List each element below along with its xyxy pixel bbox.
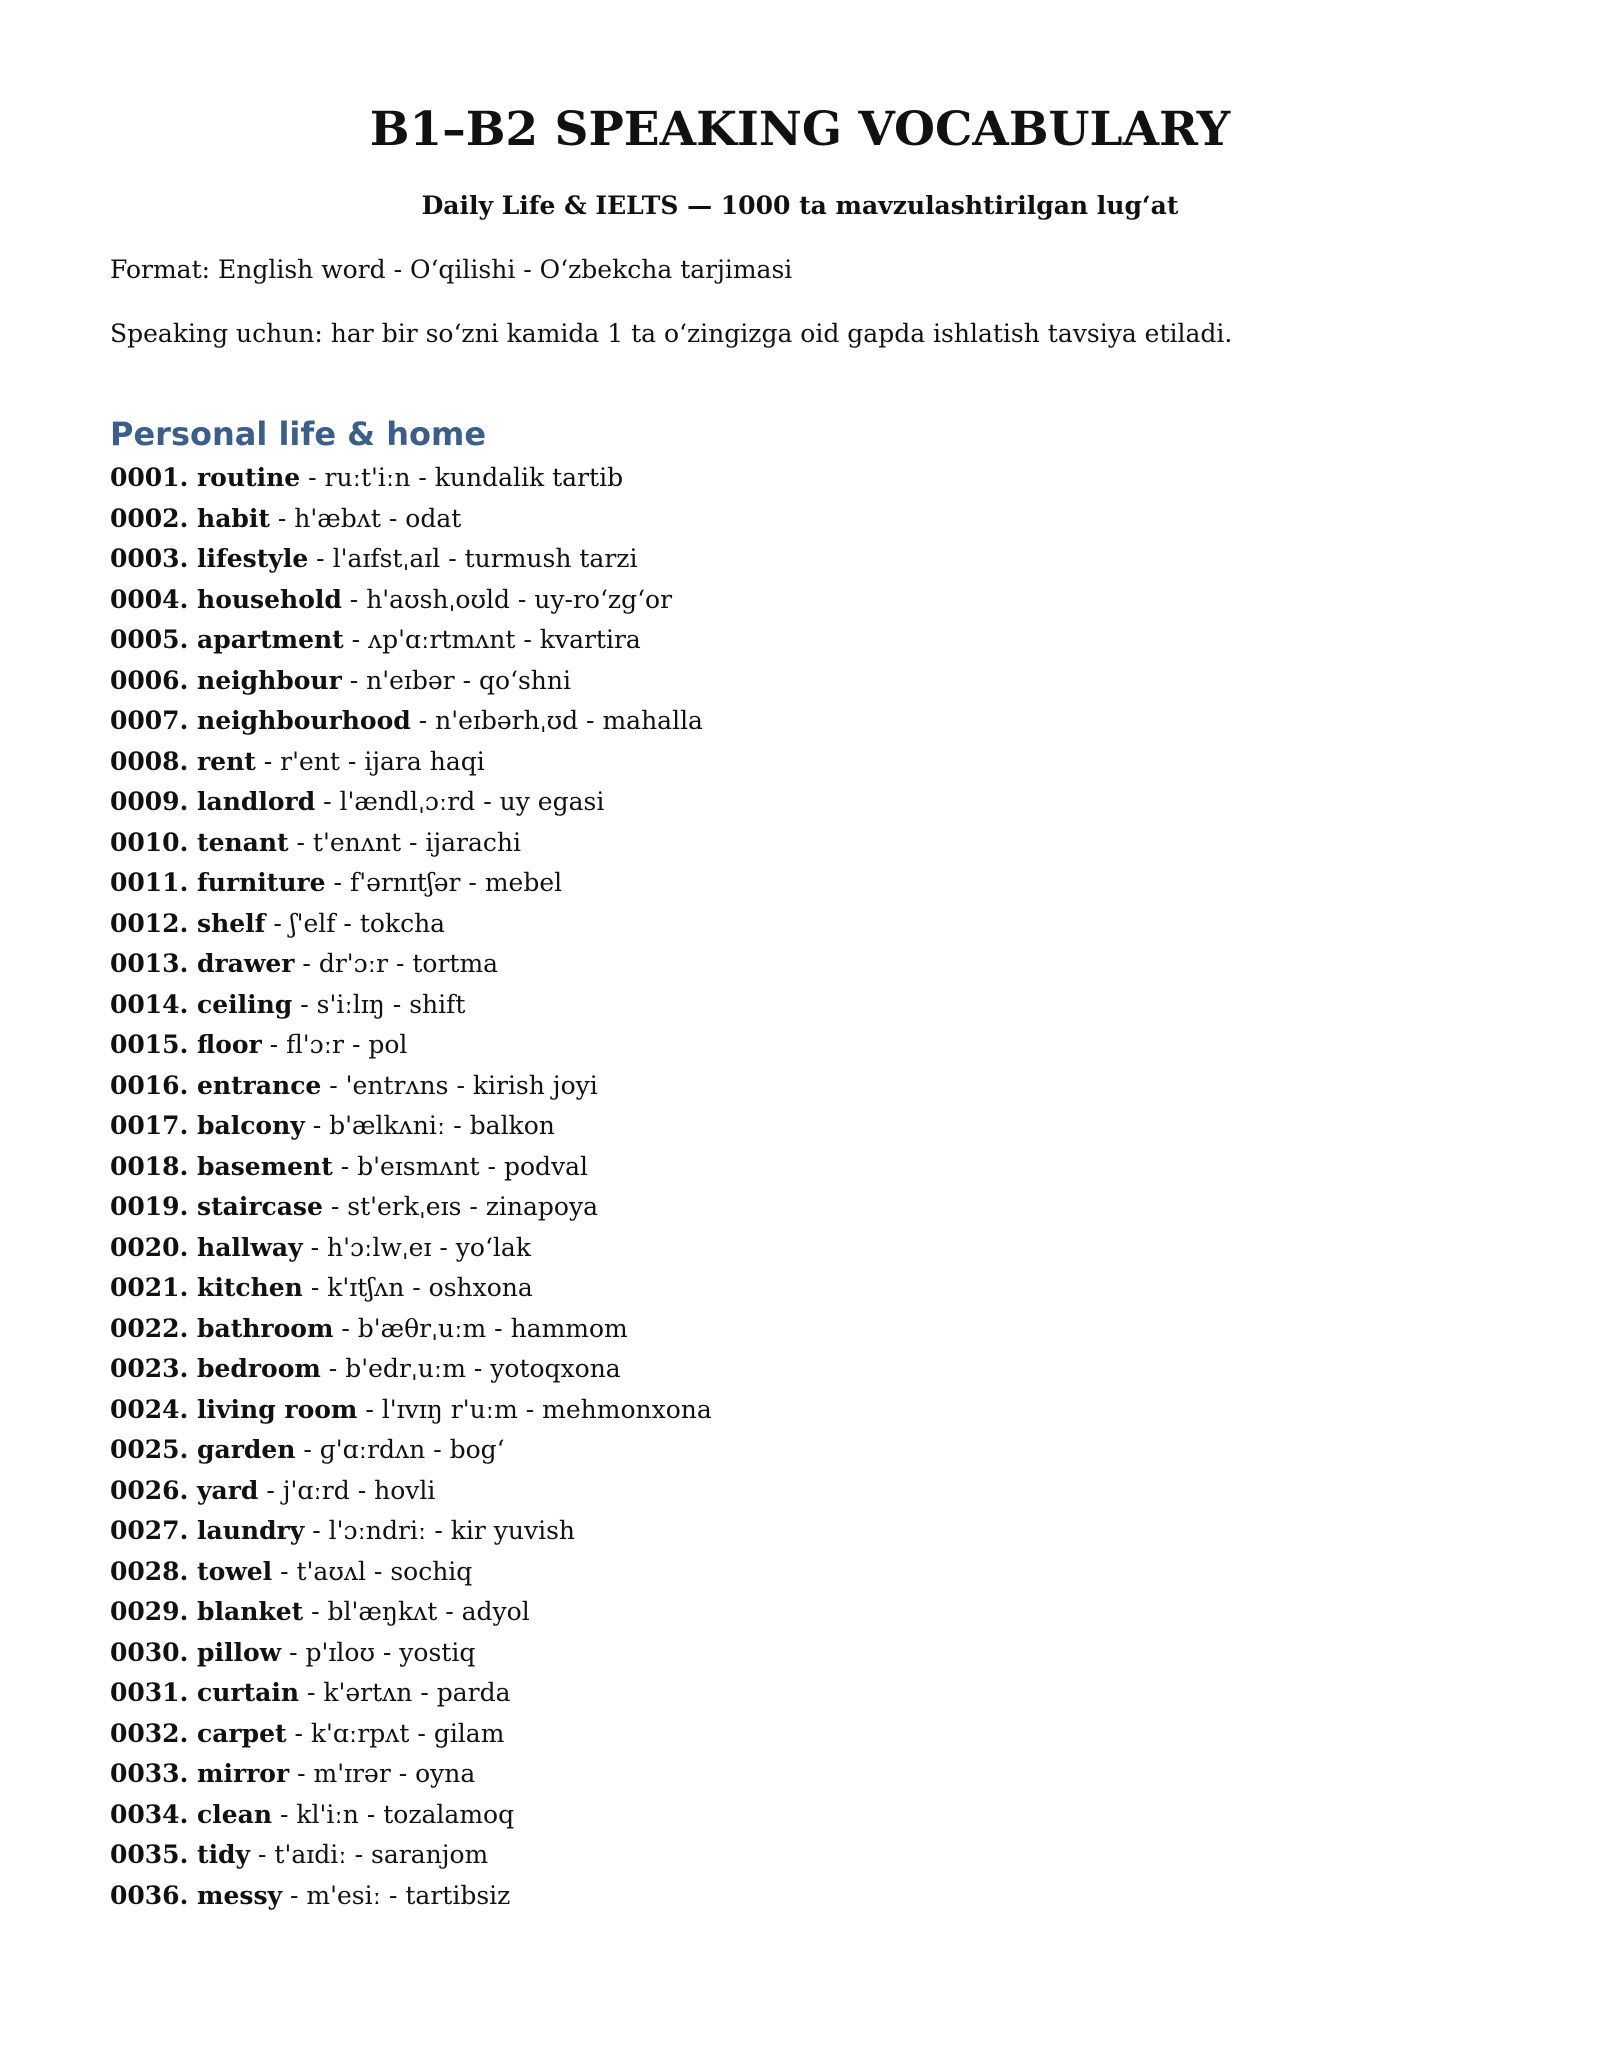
vocab-entry-word: staircase [197, 1192, 323, 1221]
vocab-entry-translation: yotoqxona [490, 1354, 621, 1383]
vocab-entry-headword [110, 1678, 299, 1707]
vocab-entry-headword [110, 1354, 321, 1383]
vocab-entry-word: balcony [197, 1111, 305, 1140]
vocab-entry-headword [110, 666, 342, 695]
vocab-entry: 0027. laundry - l'ɔːndriː - kir yuvish [110, 1516, 576, 1545]
vocab-entry: 0010. tenant - t'enʌnt - ijarachi [110, 827, 521, 857]
vocab-entry-headword [110, 1516, 304, 1545]
vocab-entry: 0001. routine - ruːt'iːn - kundalik tartib [110, 463, 624, 492]
vocab-entry-pronunciation: f'ərnɪtʃər [349, 868, 461, 897]
document-subtitle: Daily Life & IELTS — 1000 ta mavzulashtirilgan lug‘at [421, 191, 1179, 220]
vocab-entry-translation: ijara haqi [364, 746, 485, 776]
vocab-entry-translation: oshxona [428, 1273, 533, 1302]
vocab-entry-pronunciation: l'aɪfstˌaɪl [332, 544, 441, 573]
vocab-entry-pronunciation: ʃ'elf [289, 908, 336, 938]
section-heading: Personal life & home [110, 415, 487, 453]
vocab-entry: 0013. drawer - dr'ɔːr - tortma [110, 949, 499, 978]
vocab-entry-word: neighbourhood [197, 706, 411, 735]
vocab-entry-translation: odat [405, 503, 462, 533]
vocab-entry-headword [110, 1152, 333, 1181]
vocab-entry-word: ceiling [197, 989, 293, 1019]
vocab-entry-word: curtain [197, 1678, 300, 1707]
vocab-entry: 0032. carpet - k'ɑːrpʌt - gilam [110, 1718, 505, 1748]
vocab-entry: 0035. tidy - t'aɪdiː - saranjom [110, 1840, 489, 1869]
vocab-entry-pronunciation: kl'iːn [296, 1799, 359, 1829]
vocab-entry-headword [110, 706, 411, 735]
vocab-entry: 0036. messy - m'esiː - tartibsiz [110, 1880, 511, 1910]
vocab-entry-number: 0036. [110, 1880, 189, 1910]
vocab-entry-pronunciation: p'ɪloʊ [305, 1637, 375, 1667]
vocab-entry-word: basement [197, 1151, 333, 1181]
vocab-entry-headword [110, 1314, 333, 1343]
vocab-entry-word: rent [197, 746, 256, 776]
vocab-entry-pronunciation: fl'ɔːr [286, 1030, 344, 1059]
vocab-entry-word: routine [197, 463, 301, 492]
vocab-entry-headword [110, 787, 315, 816]
vocab-entry-word: messy [197, 1880, 283, 1910]
vocab-entry-translation: mahalla [602, 706, 703, 735]
vocab-entry-word: clean [197, 1799, 273, 1829]
vocab-entry: 0034. clean - kl'iːn - tozalamoq [110, 1799, 515, 1829]
vocab-entry: 0026. yard - j'ɑːrd - hovli [110, 1475, 436, 1505]
vocab-entry-number: 0008. [110, 746, 189, 776]
vocab-entry-number: 0014. [110, 989, 189, 1019]
vocab-entry-translation: shift [409, 989, 466, 1019]
vocab-entry-translation: saranjom [371, 1840, 489, 1869]
vocab-entry: 0005. apartment - ʌp'ɑːrtmʌnt - kvartira [110, 625, 641, 654]
vocab-entry: 0012. shelf - ʃ'elf - tokcha [110, 908, 446, 938]
vocab-entry-headword [110, 1597, 303, 1626]
vocab-entry-number: 0013. [110, 949, 189, 978]
vocab-entry-word: carpet [197, 1718, 287, 1748]
vocab-entry-headword [110, 463, 300, 492]
vocab-entry-translation: kvartira [539, 625, 641, 654]
vocab-entry-pronunciation: dr'ɔːr [318, 949, 389, 978]
vocab-entry-word: bathroom [197, 1313, 334, 1343]
vocab-entry-headword [110, 504, 270, 533]
vocab-entry-pronunciation: k'ɪtʃʌn [327, 1273, 405, 1302]
vocab-entry-translation: gilam [433, 1718, 505, 1748]
vocab-entry-headword [110, 1759, 289, 1788]
vocab-entry-translation: hammom [510, 1313, 628, 1343]
vocab-entry-translation: tozalamoq [383, 1799, 515, 1829]
vocab-entry-word: hallway [197, 1232, 303, 1262]
vocab-entry-headword [110, 990, 292, 1019]
vocab-entry-number: 0011. [110, 868, 189, 897]
vocab-entry-translation: tokcha [359, 908, 446, 938]
vocab-entry-number: 0024. [110, 1394, 189, 1424]
vocab-entry-number: 0010. [110, 827, 189, 857]
vocab-entry-word: blanket [197, 1597, 304, 1626]
vocab-entry-pronunciation: b'ælkʌniː [329, 1111, 446, 1140]
vocab-entry-headword [110, 868, 326, 897]
vocab-entry-number: 0016. [110, 1070, 189, 1100]
vocab-entry-number: 0033. [110, 1759, 189, 1788]
vocab-entry-headword [110, 1476, 258, 1505]
vocab-entry-word: drawer [197, 949, 295, 978]
vocab-entry-word: laundry [197, 1516, 305, 1545]
vocab-entry-headword [110, 1273, 303, 1302]
vocab-entry-translation: hovli [374, 1475, 436, 1505]
vocab-entry-headword [110, 1557, 272, 1586]
vocab-entry-pronunciation: t'aɪdiː [274, 1840, 347, 1869]
vocab-entry-headword [110, 1435, 295, 1464]
vocab-entry-headword [110, 625, 344, 654]
vocab-entry-word: furniture [197, 868, 326, 897]
vocab-entry: 0022. bathroom - b'æθrˌuːm - hammom [110, 1313, 628, 1343]
vocab-entry-pronunciation: h'aʊshˌoʊld [366, 584, 510, 614]
vocab-entry-number: 0034. [110, 1799, 189, 1829]
vocab-entry-word: living room [197, 1394, 358, 1424]
vocab-entry-number: 0003. [110, 544, 189, 573]
format-line: Format: English word - O‘qilishi - O‘zbekcha tarjimasi [110, 255, 793, 284]
document-title: B1–B2 SPEAKING VOCABULARY [369, 102, 1231, 157]
vocab-entry-pronunciation: j'ɑːrd [282, 1475, 350, 1505]
vocab-entry-word: garden [197, 1435, 296, 1464]
vocab-entry-number: 0012. [110, 908, 189, 938]
vocab-entry-headword [110, 1192, 323, 1221]
vocab-entry: 0020. hallway - h'ɔːlwˌeɪ - yo‘lak [110, 1232, 531, 1262]
vocab-entry-headword [110, 544, 308, 573]
vocab-entry-number: 0026. [110, 1475, 189, 1505]
vocab-entry-number: 0005. [110, 625, 189, 654]
vocab-entry-headword [110, 1638, 281, 1667]
vocab-entry-translation: zinapoya [485, 1192, 599, 1221]
vocab-entry-pronunciation: h'æbʌt [294, 503, 381, 533]
vocab-entry: 0015. floor - fl'ɔːr - pol [110, 1030, 408, 1059]
vocab-entry-number: 0021. [110, 1273, 189, 1302]
vocab-entry-number: 0030. [110, 1637, 189, 1667]
vocab-entry: 0031. curtain - k'ərtʌn - parda [110, 1678, 511, 1707]
vocab-entry-word: habit [197, 503, 270, 533]
vocab-entry-translation: mebel [484, 868, 563, 897]
vocab-entry-pronunciation: b'eɪsmʌnt [357, 1151, 480, 1181]
vocab-entry: 0014. ceiling - s'iːlɪŋ - shift [110, 989, 466, 1019]
vocab-entry: 0019. staircase - st'erkˌeɪs - zinapoya [110, 1192, 599, 1221]
vocab-entry: 0033. mirror - m'ɪrər - oyna [110, 1759, 476, 1788]
vocab-entry-pronunciation: n'eɪbər [366, 665, 455, 695]
vocab-entry-headword [110, 1071, 321, 1100]
vocab-entry-pronunciation: l'ændlˌɔːrd [339, 787, 476, 816]
vocab-entry-headword [110, 1111, 305, 1140]
vocab-entry: 0028. towel - t'aʊʌl - sochiq [110, 1556, 473, 1586]
vocab-entry-number: 0004. [110, 584, 189, 614]
vocab-entry: 0030. pillow - p'ɪloʊ - yostiq [110, 1637, 476, 1667]
vocab-entry-number: 0018. [110, 1151, 189, 1181]
vocab-entry: 0024. living room - l'ɪvɪŋ r'uːm - mehmonxona [110, 1394, 712, 1424]
vocab-entry-number: 0015. [110, 1030, 189, 1059]
vocab-entry-number: 0035. [110, 1840, 189, 1869]
vocab-entry-translation: adyol [461, 1597, 530, 1626]
vocab-entry-word: shelf [197, 908, 266, 938]
vocab-entry-headword [110, 1800, 272, 1829]
vocab-entry-pronunciation: 'entrʌns [345, 1070, 449, 1100]
vocab-entry-translation: turmush tarzi [464, 544, 638, 573]
vocab-entry-number: 0028. [110, 1556, 189, 1586]
vocab-entry-pronunciation: m'esiː [306, 1880, 382, 1910]
vocab-entry-word: apartment [197, 625, 344, 654]
vocab-entry: 0018. basement - b'eɪsmʌnt - podval [110, 1151, 589, 1181]
vocab-entry-number: 0019. [110, 1192, 189, 1221]
vocab-entry-number: 0002. [110, 503, 189, 533]
vocab-entry-pronunciation: m'ɪrər [313, 1759, 391, 1788]
vocab-entry-number: 0022. [110, 1313, 189, 1343]
vocab-entry-number: 0032. [110, 1718, 189, 1748]
vocab-entry-word: household [197, 584, 342, 614]
vocab-entry-headword [110, 1395, 357, 1424]
vocab-entry-word: yard [197, 1475, 259, 1505]
vocab-entry-word: tidy [197, 1840, 251, 1869]
vocab-entry-number: 0007. [110, 706, 189, 735]
vocab-entry-translation: sochiq [390, 1556, 473, 1586]
vocab-entry-headword [110, 585, 342, 614]
vocab-entry: 0002. habit - h'æbʌt - odat [110, 503, 462, 533]
vocab-entry-pronunciation: t'aʊʌl [296, 1556, 366, 1586]
vocab-entry-translation: yostiq [399, 1637, 476, 1667]
vocab-entry: 0007. neighbourhood - n'eɪbərhˌʊd - mahalla [110, 706, 703, 735]
vocab-entry: 0004. household - h'aʊshˌoʊld - uy-ro‘zg‘or [110, 584, 673, 614]
vocab-entry-translation: uy-ro‘zg‘or [534, 584, 673, 614]
vocab-entry-number: 0029. [110, 1597, 189, 1626]
vocab-entry-translation: podval [503, 1151, 589, 1181]
vocab-entry-pronunciation: st'erkˌeɪs [347, 1192, 462, 1221]
vocab-entry-number: 0027. [110, 1516, 189, 1545]
vocab-entry-pronunciation: n'eɪbərhˌʊd [435, 706, 579, 735]
vocab-entry-pronunciation: bl'æŋkʌt [327, 1597, 438, 1626]
vocab-entry: 0009. landlord - l'ændlˌɔːrd - uy egasi [110, 787, 605, 816]
vocab-entry-pronunciation: k'ɑːrpʌt [310, 1718, 410, 1748]
vocab-entry: 0008. rent - r'ent - ijara haqi [110, 746, 485, 776]
vocab-entry-word: kitchen [197, 1273, 303, 1302]
vocab-entry-pronunciation: l'ɪvɪŋ r'uːm [381, 1394, 518, 1424]
vocab-entry-translation: pol [368, 1030, 408, 1059]
speaking-tip-line: Speaking uchun: har bir so‘zni kamida 1 ta o‘zingizga oid gapda ishlatish tavsiya etiladi. [110, 319, 1233, 348]
vocab-entry-translation: bog‘ [449, 1435, 505, 1464]
vocab-entry-pronunciation: k'ərtʌn [323, 1678, 413, 1707]
vocab-entry: 0023. bedroom - b'edrˌuːm - yotoqxona [110, 1354, 621, 1383]
vocab-entry-headword [110, 1719, 287, 1748]
vocab-entry-headword [110, 909, 265, 938]
vocab-entry-headword [110, 747, 256, 776]
vocab-entry-headword [110, 1030, 262, 1059]
vocab-entry-number: 0020. [110, 1232, 189, 1262]
vocab-entry-translation: balkon [469, 1111, 555, 1140]
vocab-list [110, 458, 1490, 1916]
vocab-entry-translation: ijarachi [425, 827, 521, 857]
vocab-entry: 0011. furniture - f'ərnɪtʃər - mebel [110, 868, 563, 897]
vocab-entry-translation: tortma [412, 949, 499, 978]
vocab-entry-pronunciation: ruːt'iːn [324, 463, 411, 492]
vocab-entry-number: 0006. [110, 665, 189, 695]
vocab-entry-number: 0001. [110, 463, 189, 492]
vocab-entry-translation: uy egasi [499, 787, 605, 816]
vocab-entry-word: floor [197, 1030, 262, 1059]
vocab-entry-translation: mehmonxona [542, 1394, 712, 1424]
vocab-entry-word: towel [197, 1556, 273, 1586]
vocab-entry-number: 0017. [110, 1111, 189, 1140]
vocab-entry-pronunciation: h'ɔːlwˌeɪ [326, 1232, 432, 1262]
vocab-entry-headword [110, 949, 294, 978]
vocab-entry-pronunciation: b'æθrˌuːm [357, 1313, 487, 1343]
vocab-entry-headword [110, 1840, 250, 1869]
vocab-entry-word: entrance [197, 1070, 322, 1100]
vocab-entry-headword [110, 1233, 303, 1262]
vocab-entry-word: landlord [197, 787, 316, 816]
vocab-entry-headword [110, 828, 289, 857]
vocab-entry-word: tenant [197, 827, 289, 857]
vocab-entry-translation: kir yuvish [450, 1516, 576, 1545]
vocab-entry-word: mirror [197, 1759, 290, 1788]
vocab-entry-pronunciation: t'enʌnt [312, 827, 402, 857]
vocab-entry-pronunciation: ʌp'ɑːrtmʌnt [368, 625, 516, 654]
vocab-entry-number: 0023. [110, 1354, 189, 1383]
vocab-entry-translation: yo‘lak [455, 1232, 531, 1262]
vocab-entry-translation: kundalik tartib [434, 463, 624, 492]
vocab-entry-word: neighbour [197, 665, 342, 695]
vocab-entry-translation: parda [436, 1678, 511, 1707]
vocab-entry: 0006. neighbour - n'eɪbər - qo‘shni [110, 665, 571, 695]
vocab-entry-word: pillow [197, 1637, 282, 1667]
vocab-entry: 0025. garden - ɡ'ɑːrdʌn - bog‘ [110, 1435, 505, 1464]
vocab-entry-translation: qo‘shni [478, 665, 571, 695]
vocab-entry-translation: oyna [415, 1759, 476, 1788]
vocab-entry-word: bedroom [197, 1354, 321, 1383]
vocab-entry-number: 0025. [110, 1435, 189, 1464]
vocab-entry: 0016. entrance - 'entrʌns - kirish joyi [110, 1070, 598, 1100]
vocab-entry-pronunciation: ɡ'ɑːrdʌn [319, 1435, 426, 1464]
vocab-entry-pronunciation: b'edrˌuːm [345, 1354, 466, 1383]
vocab-entry-translation: kirish joyi [472, 1070, 598, 1100]
vocab-entry-number: 0009. [110, 787, 189, 816]
vocab-entry-word: lifestyle [197, 544, 309, 573]
vocab-entry-translation: tartibsiz [405, 1880, 511, 1910]
vocab-entry-pronunciation: s'iːlɪŋ [316, 989, 385, 1019]
vocab-entry: 0017. balcony - b'ælkʌniː - balkon [110, 1111, 555, 1140]
vocab-entry-number: 0031. [110, 1678, 189, 1707]
vocab-entry-pronunciation: l'ɔːndriː [328, 1516, 427, 1545]
vocab-entry-pronunciation: r'ent [280, 746, 340, 776]
vocab-entry: 0029. blanket - bl'æŋkʌt - adyol [110, 1597, 530, 1626]
vocab-entry: 0003. lifestyle - l'aɪfstˌaɪl - turmush tarzi [110, 544, 638, 573]
vocab-entry-headword [110, 1881, 282, 1910]
vocab-entry: 0021. kitchen - k'ɪtʃʌn - oshxona [110, 1273, 533, 1302]
